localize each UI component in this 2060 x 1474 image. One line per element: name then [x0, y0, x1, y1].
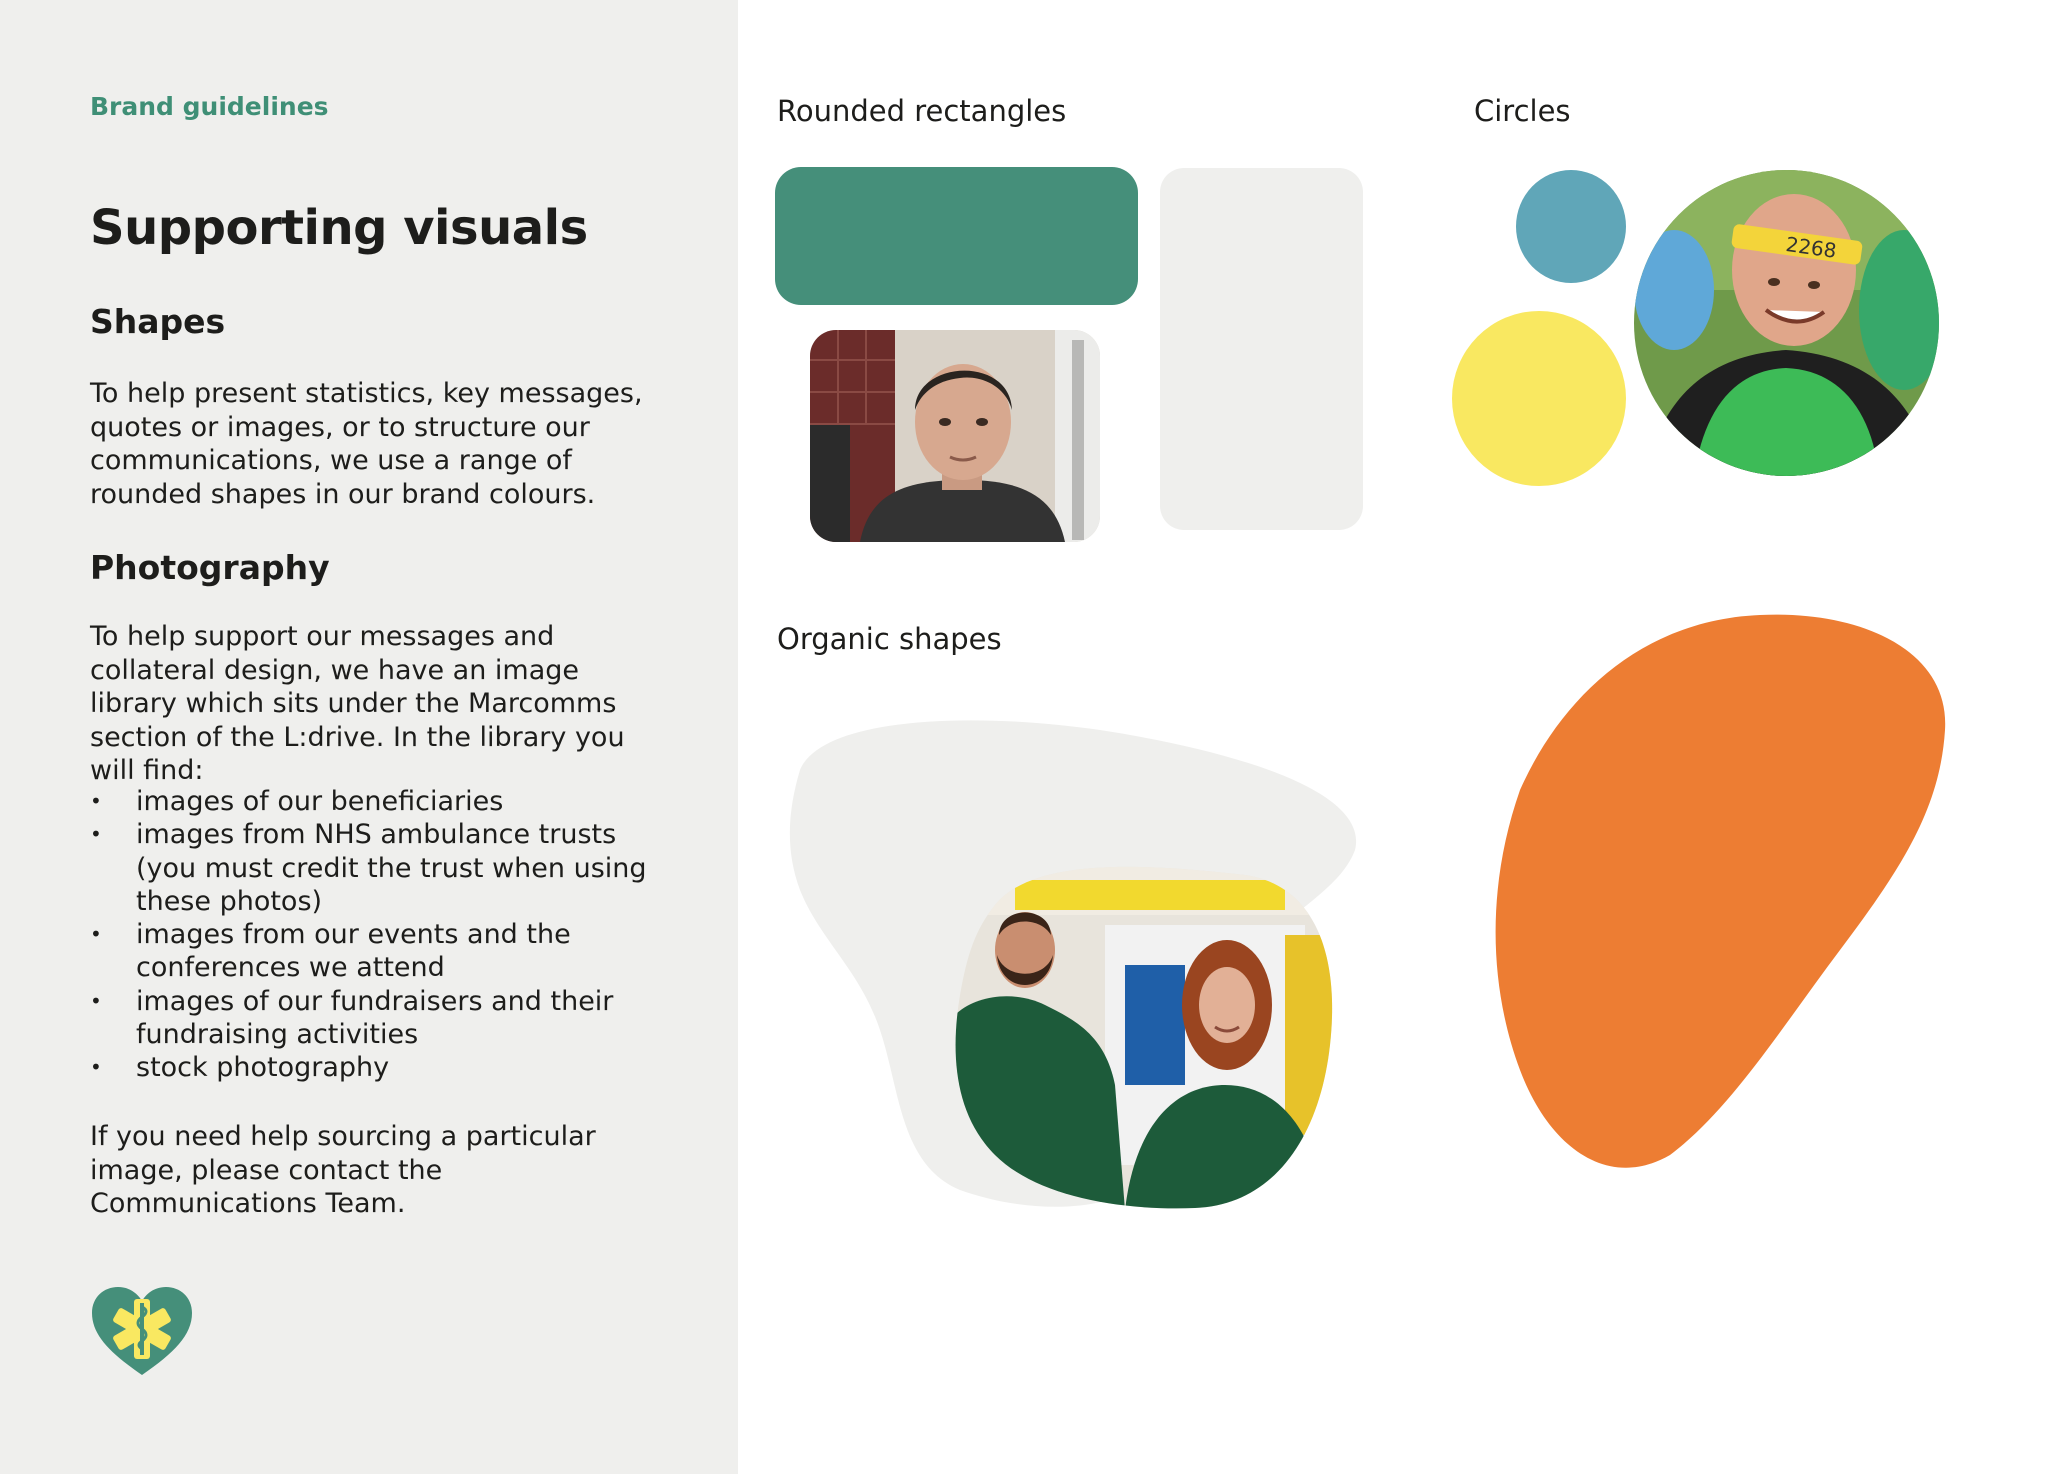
photography-heading: Photography: [90, 548, 330, 587]
green-rounded-rectangle: [775, 167, 1138, 305]
circles-label: Circles: [1474, 94, 1571, 128]
runner-circle-photo: [1634, 170, 1939, 476]
yellow-circle: [1452, 311, 1626, 486]
heart-star-of-life-logo-icon: [90, 1285, 194, 1377]
organic-shapes-label: Organic shapes: [777, 622, 1002, 656]
photography-list: [90, 785, 650, 1085]
shapes-heading: Shapes: [90, 302, 226, 341]
grey-rounded-rectangle: [1160, 168, 1363, 530]
man-portrait-rounded-photo: [810, 330, 1100, 542]
left-panel: [0, 0, 738, 1474]
runner-bib-number: 2268: [1784, 231, 1839, 263]
rounded-rectangles-label: Rounded rectangles: [777, 94, 1067, 128]
paramedics-organic-photo: [955, 855, 1335, 1210]
list-item: • images of our fundraisers and their fundraising activities: [90, 985, 650, 1052]
page-title: Supporting visuals: [90, 200, 588, 256]
eyebrow-label: Brand guidelines: [90, 92, 329, 121]
blue-circle: [1516, 170, 1626, 283]
man-portrait-image: [810, 330, 1100, 542]
list-item: • images of our beneficiaries: [90, 785, 650, 818]
runner-image: [1634, 170, 1939, 476]
list-item: • images from NHS ambulance trusts (you must credit the trust when using these photos): [90, 818, 650, 918]
orange-organic-shape: [1480, 610, 1950, 1170]
contact-text: If you need help sourcing a particular image, please contact the Communications Team.: [90, 1121, 596, 1219]
shapes-body: To help present statistics, key messages, quotes or images, or to structure our communications, we use a range of rounded shapes in our brand colours.: [90, 378, 643, 510]
photography-body: To help support our messages and collateral design, we have an image library which sits under the Marcomms section of the L:drive. In the library you will find:: [90, 621, 625, 786]
list-item: • stock photography: [90, 1051, 650, 1084]
list-item: • images from our events and the conferences we attend: [90, 918, 650, 985]
